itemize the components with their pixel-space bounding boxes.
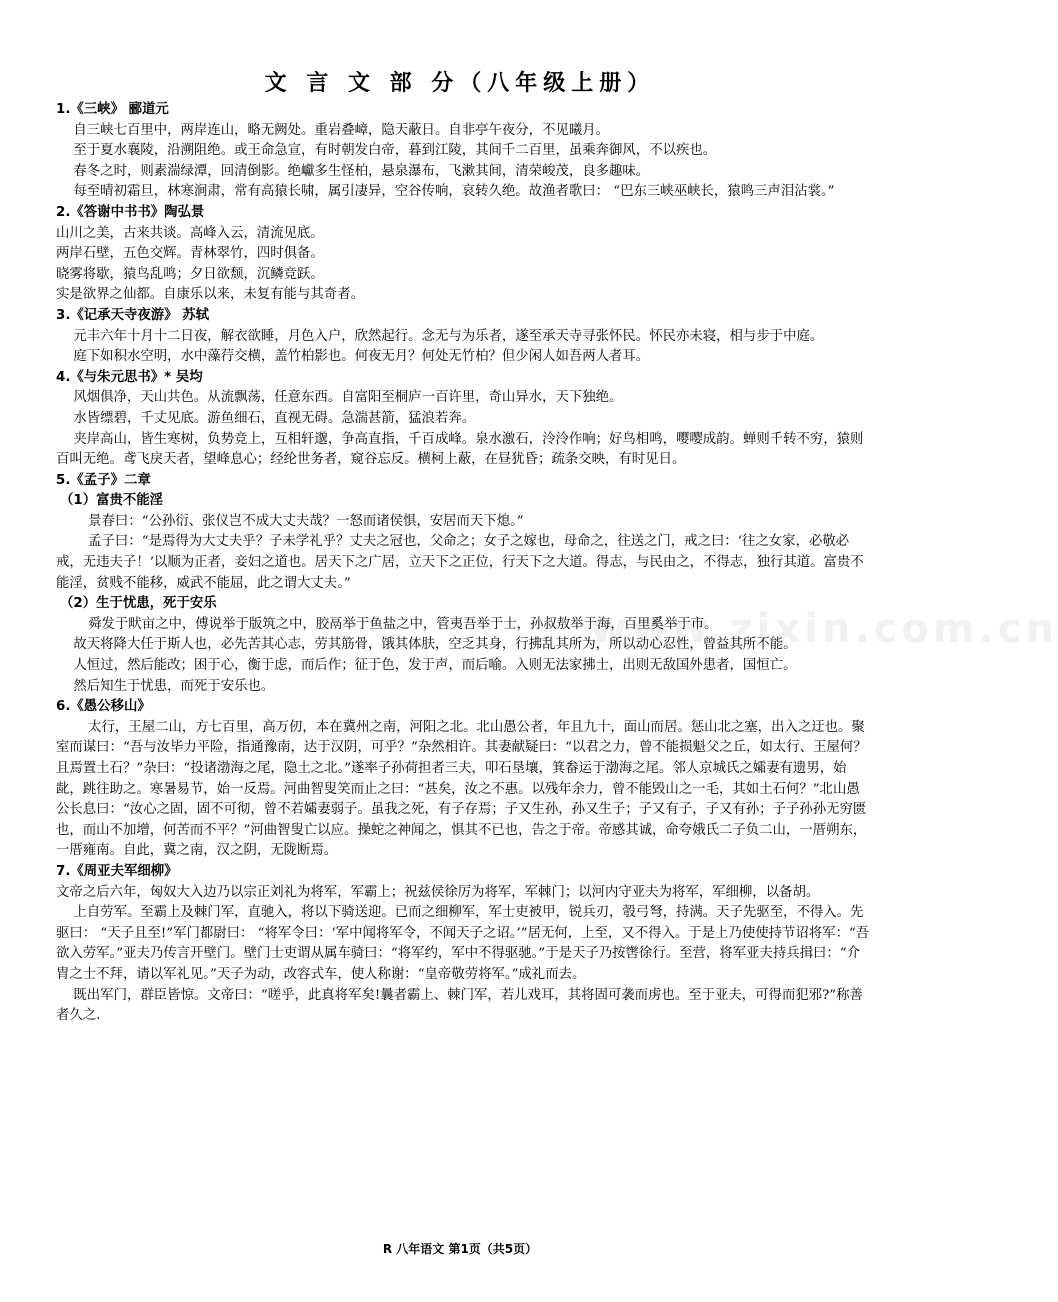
paragraph: 至于夏水襄陵，沿溯阻绝。或王命急宣，有时朝发白帝，暮到江陵，其间千二百里，虽乘奔御风，不以疾也。 <box>73 143 717 159</box>
paragraph: 人恒过，然后能改；困于心，衡于虑，而后作；征于色，发于声，而后喻。入则无法家拂士，出则无敌国外患者，国恒亡。 <box>73 658 797 674</box>
paragraph: 舜发于畎亩之中，傅说举于版筑之中，胶鬲举于鱼盐之中，管夷吾举于士，孙叔敖举于海，百里奚举于市。 <box>88 616 718 632</box>
paragraph: 每至晴初霜旦，林寒涧肃，常有高猿长啸，属引凄异，空谷传响，哀转久绝。故渔者歌曰： “巴东三峡巫峡长，猿鸣三声泪沾裳。” <box>73 184 835 200</box>
paragraph: 上自劳军。至霸上及棘门军，直驰入，将以下骑送迎。已而之细柳军，军士吏被甲，锐兵刃，彀弓弩，持满。天子先驱至，不得入。先驱曰： “天子且至!”军门都尉曰： “将军令曰：‘军中闻将军令，不闻天子之诏。’”居无何，上至，又不得入。于是上乃使使持节诏将军：“吾欲入劳军。”亚夫乃传言开壁门。壁门士吏谓从属车骑曰：“将军约，军中不得驱驰。”于是天子乃按辔徐行。至营，将军亚夫持兵揖曰：“介胄之士不拜，请以军礼见。”天子为动，改容式车，使人称谢：“皇帝敬劳将军。”成礼而去。 <box>56 905 870 982</box>
page-title: 文 言 文 部 分（八年级上册） <box>264 70 656 96</box>
paragraph: 故天将降大任于斯人也，必先苦其心志，劳其筋骨，饿其体肤，空乏其身，行拂乱其所为，所以动心忍性，曾益其所不能。 <box>73 637 797 653</box>
section-heading: 1.《三峡》 郦道元 <box>56 102 169 117</box>
section-heading: 5.《孟子》二章 <box>56 472 151 488</box>
paragraph: 水皆缥碧，千丈见底。游鱼细石，直视无碍。急湍甚箭，猛浪若奔。 <box>73 410 476 426</box>
paragraph: 然后知生于忧患，而死于安乐也。 <box>73 678 275 694</box>
section-heading: 4.《与朱元思书》* 吴均 <box>56 369 203 385</box>
paragraph: 实是欲界之仙都。自康乐以来，未复有能与其奇者。 <box>56 287 364 303</box>
subsection-heading: （2）生于忧患，死于安乐 <box>60 596 217 612</box>
watermark: www.zixin.com.cn <box>590 606 1058 652</box>
section-yuzhuyuansishu <box>56 368 870 471</box>
paragraph: 元丰六年十月十二日夜，解衣欲睡，月色入户，欣然起行。念无与为乐者，遂至承天寺寻张怀民。怀民亦未寝，相与步于中庭。 <box>73 328 824 344</box>
paragraph: 春冬之时，则素湍绿潭，回清倒影。绝巘多生怪柏，悬泉瀑布，飞漱其间，清荣峻茂，良多趣味。 <box>73 163 650 179</box>
paragraph: 太行，王屋二山，方七百里，高万仞，本在冀州之南，河阳之北。北山愚公者，年且九十，面山而居。惩山北之塞，出入之迂也。聚室而谋曰：“吾与汝毕力平险，指通豫南，达于汉阴，可乎？”杂然相许。其妻献疑曰：“以君之力，曾不能损魁父之丘，如太行、王屋何？且焉置土石？”杂曰：“投诸渤海之尾，隐土之北。”遂率子孙荷担者三夫，叩石垦壤，箕畚运于渤海之尾。邻人京城氏之孀妻有遗男，始龀，跳往助之。寒暑易节，始一反焉。河曲智叟笑而止之曰：“甚矣，汝之不惠。以残年余力，曾不能毁山之一毛，其如土石何？”北山愚公长息曰：“汝心之固，固不可彻，曾不若孀妻弱子。虽我之死，有子存焉；子又生孙，孙又生子；子又有子，子又有孙；子子孙孙无穷匮也，而山不加增，何苦而不平？”河曲智叟亡以应。操蛇之神闻之，惧其不已也，告之于帝。帝感其诚，命夸娥氏二子负二山，一厝朔东，一厝雍南。自此，冀之南，汉之阴，无陇断焉。 <box>56 719 867 859</box>
section-mengzi <box>56 471 870 698</box>
section-heading: 2.《答谢中书书》陶弘景 <box>56 204 205 220</box>
paragraph: 风烟俱净，天山共色。从流飘荡，任意东西。自富阳至桐庐一百许里，奇山异水，天下独绝。 <box>73 390 623 406</box>
paragraph: 晓雾将歇，猿鸟乱鸣；夕日欲颓，沉鳞竞跃。 <box>56 266 324 282</box>
section-sanxia <box>56 100 870 203</box>
paragraph: 山川之美，古来共谈。高峰入云，清流见底。 <box>56 225 324 241</box>
paragraph: 孟子曰：“是焉得为大丈夫乎？子未学礼乎？丈夫之冠也，父命之；女子之嫁也，母命之，往送之门，戒之曰：‘往之女家，必敬必戒，无违夫子！’以顺为正者，妾妇之道也。居天下之广居，立天下之正位，行天下之大道。得志，与民由之，不得志，独行其道。富贵不能淫，贫贱不能移，威武不能屈，此之谓大丈夫。” <box>56 534 864 591</box>
section-jichengtiansiyeyou <box>56 306 870 368</box>
section-yugongyishan <box>56 697 870 862</box>
page-footer: R 八年语文 第1页（共5页） <box>382 1242 538 1256</box>
document-body <box>56 100 870 1027</box>
paragraph: 庭下如积水空明，水中藻荇交横，盖竹柏影也。何夜无月？何处无竹柏？但少闲人如吾两人者耳。 <box>73 349 650 365</box>
section-heading: 7.《周亚夫军细柳》 <box>56 863 178 879</box>
section-heading: 6.《愚公移山》 <box>56 699 151 715</box>
paragraph: 自三峡七百里中，两岸连山，略无阙处。重岩叠嶂，隐天蔽日。自非亭午夜分，不见曦月。 <box>73 122 610 138</box>
section-zhouyafujunxiliu <box>56 862 870 1027</box>
paragraph: 文帝之后六年，匈奴大入边乃以宗正刘礼为将军，军霸上；祝兹侯徐厉为将军，军棘门；以河内守亚夫为将军，军细柳，以备胡。 <box>56 884 820 900</box>
paragraph: 两岸石壁，五色交辉。青林翠竹，四时俱备。 <box>56 246 324 262</box>
section-heading: 3.《记承天寺夜游》 苏轼 <box>56 307 209 323</box>
section-daxiezhongshushu <box>56 203 870 306</box>
paragraph: 夹岸高山，皆生寒树，负势竞上，互相轩邈，争高直指，千百成峰。泉水激石，泠泠作响；好鸟相鸣，嘤嘤成韵。蝉则千转不穷，猿则百叫无绝。鸢飞戾天者，望峰息心；经纶世务者，窥谷忘反。横柯上蔽，在昼犹昏；疏条交映，有时见日。 <box>56 431 864 468</box>
paragraph: 景春曰：“公孙衍、张仪岂不成大丈夫哉？一怒而诸侯惧，安居而天下熄。” <box>88 513 524 529</box>
subsection-heading: （1）富贵不能淫 <box>60 493 164 509</box>
paragraph: 既出军门，群臣皆惊。文帝曰：“嗟乎，此真将军矣!曩者霸上、棘门军，若儿戏耳，其将固可袭而虏也。至于亚夫，可得而犯邪?”称善者久之. <box>56 987 863 1024</box>
